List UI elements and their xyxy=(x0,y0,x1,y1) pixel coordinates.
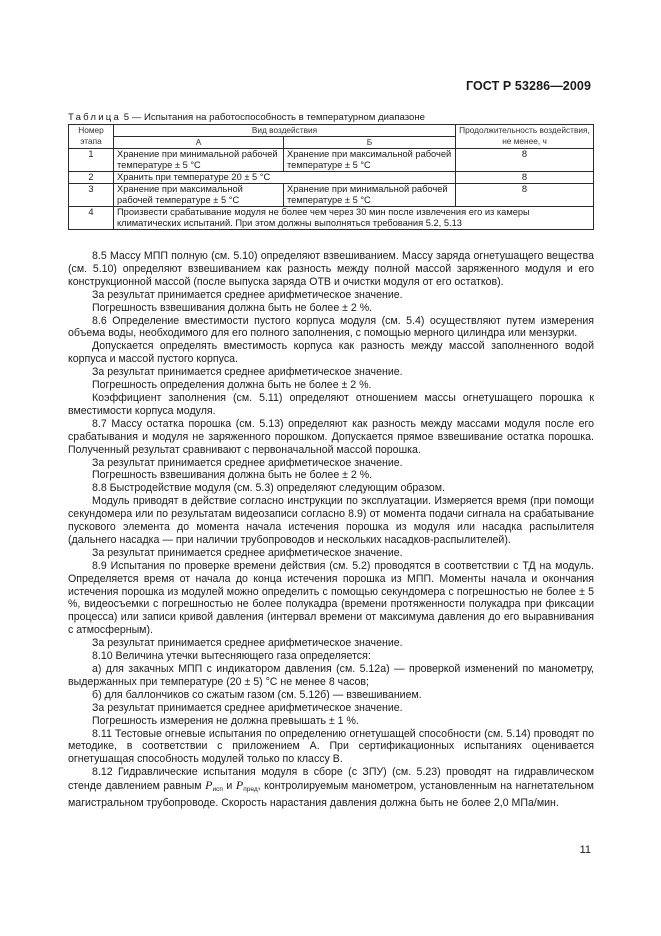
table-row xyxy=(69,184,594,207)
tests-table xyxy=(68,124,594,230)
pressure-test-subscript: исп xyxy=(212,786,223,794)
paragraph: За результат принимается среднее арифметическое значение. xyxy=(92,637,403,650)
conjunction: и xyxy=(226,780,233,793)
paragraph: 8.11 Тестовые огневые испытания по определению огнетушащей способности (см. 5.14) проводят по методике, в соответствии с приложением А. При сертификационных испытаниях оценивается огнетушащая способность модулей только по классу В. xyxy=(68,727,594,766)
paragraph-text: 8.12 Гидравлические испытания модуля в сборе (с ЗПУ) (см. 5.23) проводят на гидравлическом стенде давлением равным xyxy=(68,766,594,793)
row-cell-b: Хранение при минимальной рабочей температуре ± 5 °С xyxy=(284,184,456,207)
paragraph: Погрешность взвешивания должна быть не более ± 2 %. xyxy=(92,469,373,482)
paragraph: За результат принимается среднее арифметическое значение. xyxy=(92,288,403,301)
row-cell-a: Хранение при максимальной рабочей температуре ± 5 °С xyxy=(114,184,284,207)
page-number: 11 xyxy=(579,844,591,856)
table-header-row xyxy=(69,125,594,137)
row-number: 3 xyxy=(69,184,114,207)
paragraph: 8.9 Испытания по проверке времени действия (см. 5.2) проводятся в соответствии с ТД на модуль. Определяется время от начала до конца истечения порошка из МПП. Моменты начала и окончания истечения порошка из модулей можно определить с помощью секундомера с погрешностью не более ± 5 %, видеосъемки с погрешностью не более полукадра (времени протяженности полукадра при фиксации процесса) или записи кривой давления (интервал времени от максимума давления до его выравнивания с атмосферным). xyxy=(68,559,594,637)
header-column-b: Б xyxy=(284,137,456,149)
paragraph: Модуль приводят в действие согласно инструкции по эксплуатации. Измеряется время (при помощи секундомера или по результатам видеозаписи согласно 8.9) от момента подачи сигнала на срабатывание пускового элемента до момента начала истечения порошка из модуля или насадка распылителя (дальнего насадка — при наличии трубопроводов и нескольких насадков-распылителей). xyxy=(68,495,594,546)
row-duration: 8 xyxy=(456,149,594,172)
table-caption-word: Таблица xyxy=(68,112,122,123)
document-id: ГОСТ Р 53286—2009 xyxy=(465,79,591,93)
paragraph: б) для баллончиков со сжатым газом (см. 5.12б) — взвешиванием. xyxy=(92,688,422,701)
paragraph: Допускается определять вместимость корпуса как разность между массой заполненного водой корпуса и массой пустого корпуса. xyxy=(68,340,594,366)
row-number: 1 xyxy=(69,149,114,172)
body-text xyxy=(68,250,594,810)
paragraph: Погрешность определения должна быть не более ± 2 %. xyxy=(92,379,372,392)
pressure-limit-symbol: P xyxy=(235,778,244,793)
row-number: 4 xyxy=(69,207,114,230)
table-row xyxy=(69,149,594,172)
paragraph: 8.5 Массу МПП полную (см. 5.10) определяют взвешиванием. Массу заряда огнетушащего вещества (см. 5.10) определяют взвешиванием как разность между полной массой заряженного модуля и его конструкционной массой (после выпуска заряда ОТВ и очистки модуля от его остатков). xyxy=(68,250,594,288)
table-caption-text: 5 — Испытания на работоспособность в температурном диапазоне xyxy=(123,112,425,123)
paragraph: Погрешность взвешивания должна быть не более ± 2 %. xyxy=(92,301,373,314)
header-duration: Продолжительность воздействия, не менее, ч xyxy=(456,125,594,149)
paragraph: За результат принимается среднее арифметическое значение. xyxy=(92,366,403,379)
paragraph: За результат принимается среднее арифметическое значение. xyxy=(92,701,403,714)
row-number: 2 xyxy=(69,172,114,184)
table-caption xyxy=(68,112,425,123)
header-column-a: А xyxy=(114,137,284,149)
row-cell-full: Произвести срабатывание модуля не более чем через 30 мин после извлечения его из камеры климатических испытаний. При этом должны выполняться требования 5.2, 5.13 xyxy=(114,207,594,230)
table-row xyxy=(69,207,594,230)
table-row xyxy=(69,172,594,184)
row-cell-merged: Хранить при температуре 20 ± 5 °С xyxy=(114,172,456,184)
header-stage-number: Номер этапа xyxy=(69,125,114,149)
paragraph: За результат принимается среднее арифметическое значение. xyxy=(92,546,403,559)
pressure-limit-subscript: пред xyxy=(243,786,258,794)
row-duration: 8 xyxy=(456,172,594,184)
row-cell-a: Хранение при минимальной рабочей температуре ± 5 °С xyxy=(114,149,284,172)
row-cell-b: Хранение при максимальной рабочей температуре ± 5 °С xyxy=(284,149,456,172)
paragraph: Коэффициент заполнения (см. 5.11) определяют отношением массы огнетушащего порошка к вместимости корпуса модуля. xyxy=(68,391,594,417)
paragraph: 8.6 Определение вместимости пустого корпуса модуля (см. 5.4) осуществляют путем измерения объема воды, необходимого для его полного заполнения, с помощью мерного цилиндра или мензурки. xyxy=(68,314,594,340)
row-duration: 8 xyxy=(456,184,594,207)
paragraph xyxy=(68,766,594,810)
paragraph: 8.8 Быстродействие модуля (см. 5.3) определяют следующим образом. xyxy=(92,482,445,495)
paragraph: а) для закачных МПП с индикатором давления (см. 5.12а) — проверкой изменений по манометру, выдержанных при температуре (20 ± 5) °С не менее 8 часов; xyxy=(68,663,594,688)
header-impact-kind: Вид воздействия xyxy=(114,125,456,137)
paragraph: 8.10 Величина утечки вытесняющего газа определяется: xyxy=(92,650,371,663)
pressure-test-symbol: P xyxy=(205,778,213,793)
paragraph: За результат принимается среднее арифметическое значение. xyxy=(92,456,403,469)
paragraph-text: , контролируемым манометром, установленным на нагнетательном магистральном трубопроводе. Скорость нарастания давления должна быть не более 2,0 МПа/мин. xyxy=(68,780,594,810)
paragraph: 8.7 Массу остатка порошка (см. 5.13) определяют как разность между массами модуля после его срабатывания и модуля не заряженного порошком. Допускается прямое взвешивание остатка порошка. Полученный результат сравнивают с первоначальной массой порошка. xyxy=(68,417,594,456)
paragraph: Погрешность измерения не должна превышать ± 1 %. xyxy=(92,714,359,727)
